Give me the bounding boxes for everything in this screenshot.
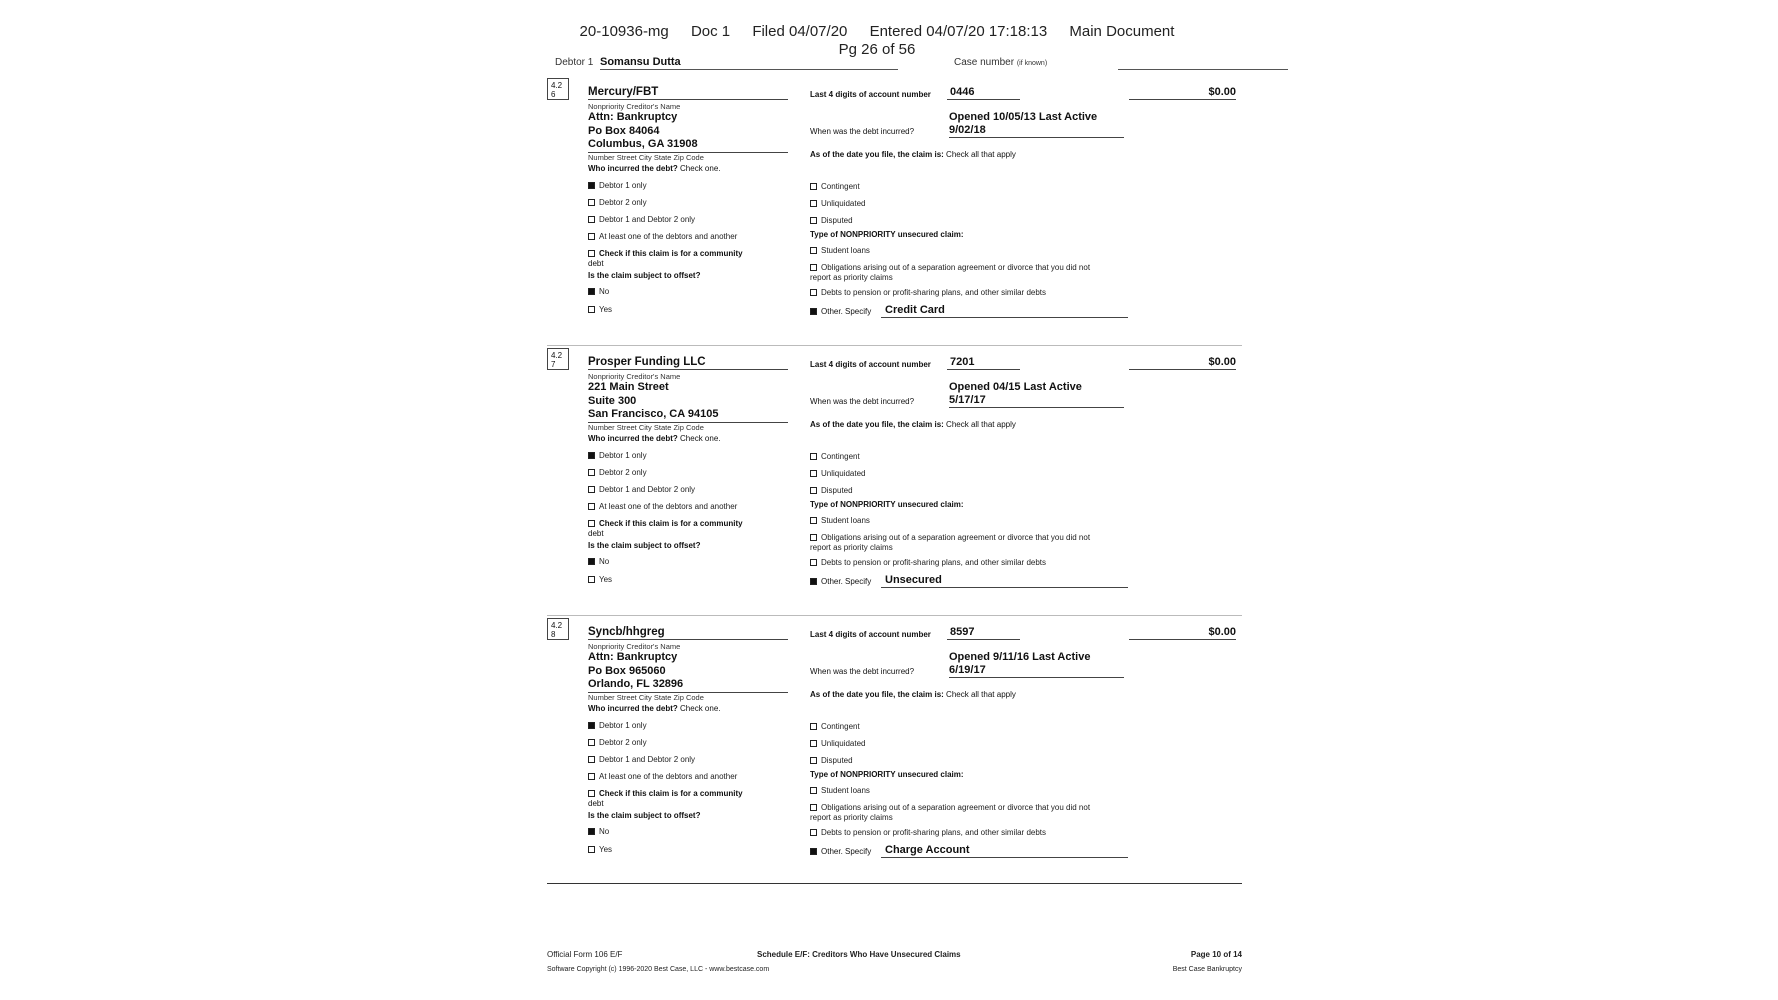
empty-box-icon <box>810 757 817 764</box>
empty-box-icon <box>588 520 595 527</box>
other-specify-value: Credit Card <box>881 304 1128 318</box>
offset-question: Is the claim subject to offset? <box>588 271 701 280</box>
who-incurred <box>588 164 720 173</box>
claim-number-minor: 8 <box>551 630 556 639</box>
check-all-text: Check all that apply <box>946 420 1016 429</box>
claim-type-label: Type of NONPRIORITY unsecured claim: <box>810 230 964 239</box>
as-of-label <box>810 150 1016 159</box>
checkbox-label: At least one of the debtors and another <box>599 772 738 781</box>
checkbox-label: Student loans <box>821 246 870 255</box>
claim-type-label: Type of NONPRIORITY unsecured claim: <box>810 500 964 509</box>
checkbox-label: Debtor 2 only <box>599 198 647 207</box>
address-line: Columbus, GA 31908 <box>588 138 788 153</box>
creditor-address <box>588 651 788 693</box>
checked-box-icon <box>588 452 595 459</box>
address-label: Number Street City State Zip Code <box>588 693 704 702</box>
checkbox-label: No <box>599 557 610 566</box>
who-incurred-text: Who incurred the debt? <box>588 434 678 443</box>
checkbox-label: Contingent <box>821 182 860 191</box>
checkbox-pension[interactable] <box>810 288 1046 297</box>
creditor-address <box>588 381 788 423</box>
claim-number-minor: 7 <box>551 360 556 369</box>
checkbox-label: Obligations arising out of a separation agreement or divorce that you did not <box>821 803 1091 812</box>
court-header <box>507 24 1247 39</box>
address-line: Orlando, FL 32896 <box>588 678 788 693</box>
account-number: 0446 <box>947 86 1020 100</box>
empty-box-icon <box>810 517 817 524</box>
checkbox-label: No <box>599 827 610 836</box>
checkbox-unliquidated[interactable] <box>810 739 865 748</box>
checkbox-label-cont: report as priority claims <box>810 813 893 822</box>
creditor-name-label: Nonpriority Creditor's Name <box>588 372 681 381</box>
claim-separator <box>547 345 1242 346</box>
checkbox-label: Debtor 1 and Debtor 2 only <box>599 485 696 494</box>
checkbox-community-debt[interactable] <box>588 249 788 269</box>
empty-box-icon <box>588 503 595 510</box>
address-line: Attn: Bankruptcy <box>588 651 678 663</box>
page-number: Page 10 of 14 <box>1190 950 1242 959</box>
last-active-date: 9/02/18 <box>949 124 986 136</box>
opened-dates <box>949 111 1124 138</box>
checkbox-disputed[interactable] <box>810 756 853 765</box>
empty-box-icon <box>588 739 595 746</box>
checkbox-obligations[interactable] <box>810 803 1130 823</box>
as-of-text: As of the date you file, the claim is: <box>810 420 944 429</box>
claim-number <box>547 618 569 640</box>
empty-box-icon <box>810 453 817 460</box>
document-page <box>507 12 1247 997</box>
checkbox-other[interactable] <box>810 307 871 316</box>
when-incurred-label: When was the debt incurred? <box>810 397 915 406</box>
claim-separator <box>547 615 1242 616</box>
when-incurred-label: When was the debt incurred? <box>810 667 915 676</box>
check-one: Check one. <box>680 164 721 173</box>
who-incurred <box>588 704 720 713</box>
claim-amount: $0.00 <box>1129 356 1236 370</box>
checkbox-student-loans[interactable] <box>810 246 870 255</box>
case-number-label <box>954 57 1047 68</box>
checkbox-student-loans[interactable] <box>810 516 870 525</box>
last-active-date: 6/19/17 <box>949 664 986 676</box>
case-hint: (if known) <box>1016 60 1048 67</box>
claim-separator <box>547 883 1242 884</box>
empty-box-icon <box>588 199 595 206</box>
checkbox-pension[interactable] <box>810 558 1046 567</box>
checkbox-disputed[interactable] <box>810 486 853 495</box>
empty-box-icon <box>810 183 817 190</box>
debtor-label: Debtor 1 <box>555 57 594 68</box>
checkbox-offset-no[interactable] <box>588 557 609 566</box>
checkbox-debtor1-only[interactable] <box>588 181 647 190</box>
opened-dates <box>949 381 1124 408</box>
checked-box-icon <box>588 182 595 189</box>
checkbox-offset-no[interactable] <box>588 287 609 296</box>
empty-box-icon <box>588 469 595 476</box>
checkbox-label-cont: debt <box>588 529 604 538</box>
checkbox-label: Check if this claim is for a community <box>599 249 743 258</box>
last-active-date: 5/17/17 <box>949 394 986 406</box>
checkbox-label: Disputed <box>821 756 853 765</box>
case-label-text: Case number <box>954 57 1015 68</box>
checked-box-icon <box>588 288 595 295</box>
opened-line: Opened 10/05/13 Last Active <box>949 111 1098 123</box>
empty-box-icon <box>588 306 595 313</box>
empty-box-icon <box>810 787 817 794</box>
checkbox-label: Debtor 2 only <box>599 738 647 747</box>
address-line: Po Box 965060 <box>588 664 666 677</box>
checkbox-contingent[interactable] <box>810 452 860 461</box>
debtor-name: Somansu Dutta <box>600 56 898 70</box>
claim-number <box>547 348 569 370</box>
checkbox-label: Student loans <box>821 786 870 795</box>
empty-box-icon <box>588 790 595 797</box>
claim-number <box>547 78 569 100</box>
creditor-name-label: Nonpriority Creditor's Name <box>588 102 681 111</box>
creditor-name: Prosper Funding LLC <box>588 356 788 370</box>
checkbox-unliquidated[interactable] <box>810 469 865 478</box>
address-line: Attn: Bankruptcy <box>588 111 678 123</box>
checkbox-contingent[interactable] <box>810 182 860 191</box>
checkbox-debtor1-and-2[interactable] <box>588 215 695 224</box>
empty-box-icon <box>810 470 817 477</box>
opened-line: Opened 9/11/16 Last Active <box>949 651 1091 663</box>
checkbox-label: Check if this claim is for a community <box>599 789 743 798</box>
copyright: Software Copyright (c) 1996-2020 Best Case, LLC - www.bestcase.com <box>547 966 770 973</box>
checkbox-label: At least one of the debtors and another <box>599 232 738 241</box>
checked-box-icon <box>810 848 817 855</box>
empty-box-icon <box>810 200 817 207</box>
opened-dates <box>949 651 1124 678</box>
checkbox-at-least-one[interactable] <box>588 502 737 511</box>
checkbox-offset-no[interactable] <box>588 827 609 836</box>
empty-box-icon <box>588 846 595 853</box>
checked-box-icon <box>588 828 595 835</box>
checkbox-label-cont: report as priority claims <box>810 273 893 282</box>
checkbox-label: Debtor 1 only <box>599 181 647 190</box>
claim-number-major: 4.2 <box>551 351 563 360</box>
check-all-text: Check all that apply <box>946 150 1016 159</box>
checkbox-label: Check if this claim is for a community <box>599 519 743 528</box>
empty-box-icon <box>588 756 595 763</box>
as-of-text: As of the date you file, the claim is: <box>810 150 944 159</box>
check-all-text: Check all that apply <box>946 690 1016 699</box>
who-incurred <box>588 434 720 443</box>
address-line: San Francisco, CA 94105 <box>588 408 788 423</box>
checkbox-pension[interactable] <box>810 828 1046 837</box>
checkbox-label: Debtor 1 only <box>599 451 647 460</box>
checked-box-icon <box>810 308 817 315</box>
check-one: Check one. <box>680 704 721 713</box>
address-line: 221 Main Street <box>588 381 669 393</box>
checkbox-label: Disputed <box>821 216 853 225</box>
checkbox-label: Yes <box>599 305 613 314</box>
other-specify-value: Charge Account <box>881 844 1128 858</box>
offset-question: Is the claim subject to offset? <box>588 811 701 820</box>
claim-type-label: Type of NONPRIORITY unsecured claim: <box>810 770 964 779</box>
main-document: Main Document <box>1069 23 1175 40</box>
opened-line: Opened 04/15 Last Active <box>949 381 1082 393</box>
claim-entry <box>547 618 1242 883</box>
checkbox-label: Obligations arising out of a separation agreement or divorce that you did not <box>821 263 1091 272</box>
checkbox-other[interactable] <box>810 577 871 586</box>
checkbox-label: Debts to pension or profit-sharing plans, and other similar debts <box>821 828 1047 837</box>
check-one: Check one. <box>680 434 721 443</box>
account-number-label: Last 4 digits of account number <box>810 90 931 99</box>
as-of-label <box>810 420 1016 429</box>
checked-box-icon <box>810 578 817 585</box>
creditor-name: Syncb/hhgreg <box>588 626 788 640</box>
checkbox-label: Obligations arising out of a separation agreement or divorce that you did not <box>821 533 1091 542</box>
case-number-header: 20-10936-mg <box>579 23 669 40</box>
checkbox-debtor1-and-2[interactable] <box>588 485 695 494</box>
checkbox-debtor1-and-2[interactable] <box>588 755 695 764</box>
checkbox-student-loans[interactable] <box>810 786 870 795</box>
empty-box-icon <box>810 723 817 730</box>
who-incurred-text: Who incurred the debt? <box>588 704 678 713</box>
entered-date: Entered 04/07/20 17:18:13 <box>869 23 1048 40</box>
checkbox-label: Unliquidated <box>821 739 866 748</box>
checkbox-community-debt[interactable] <box>588 789 788 809</box>
schedule-title: Schedule E/F: Creditors Who Have Unsecured Claims <box>757 950 961 959</box>
account-number-label: Last 4 digits of account number <box>810 360 931 369</box>
filed-date: Filed 04/07/20 <box>752 23 848 40</box>
checkbox-label-cont: report as priority claims <box>810 543 893 552</box>
claim-amount: $0.00 <box>1129 626 1236 640</box>
offset-question: Is the claim subject to offset? <box>588 541 701 550</box>
checkbox-debtor2-only[interactable] <box>588 738 647 747</box>
checkbox-label: Debtor 1 only <box>599 721 647 730</box>
who-incurred-text: Who incurred the debt? <box>588 164 678 173</box>
checkbox-community-debt[interactable] <box>588 519 788 539</box>
case-number-line <box>1118 69 1288 70</box>
account-number-label: Last 4 digits of account number <box>810 630 931 639</box>
checkbox-label: Disputed <box>821 486 853 495</box>
empty-box-icon <box>810 740 817 747</box>
checkbox-obligations[interactable] <box>810 263 1130 283</box>
checkbox-contingent[interactable] <box>810 722 860 731</box>
checkbox-unliquidated[interactable] <box>810 199 865 208</box>
empty-box-icon <box>588 773 595 780</box>
checkbox-label: Debtor 1 and Debtor 2 only <box>599 755 696 764</box>
checkbox-label: Contingent <box>821 452 860 461</box>
checkbox-offset-yes[interactable] <box>588 845 612 854</box>
address-line: Po Box 84064 <box>588 124 660 137</box>
checkbox-debtor1-only[interactable] <box>588 451 647 460</box>
checkbox-label: Debtor 1 and Debtor 2 only <box>599 215 696 224</box>
claim-number-major: 4.2 <box>551 81 563 90</box>
checkbox-disputed[interactable] <box>810 216 853 225</box>
claim-number-major: 4.2 <box>551 621 563 630</box>
empty-box-icon <box>588 216 595 223</box>
checkbox-label: Other. Specify <box>821 847 872 856</box>
address-label: Number Street City State Zip Code <box>588 423 704 432</box>
checkbox-label-cont: debt <box>588 259 604 268</box>
form-number: Official Form 106 E/F <box>547 950 623 959</box>
creditor-name-label: Nonpriority Creditor's Name <box>588 642 681 651</box>
checkbox-label: At least one of the debtors and another <box>599 502 738 511</box>
claim-entry <box>547 78 1242 343</box>
account-number: 8597 <box>947 626 1020 640</box>
checkbox-debtor1-only[interactable] <box>588 721 647 730</box>
checkbox-offset-yes[interactable] <box>588 305 612 314</box>
address-label: Number Street City State Zip Code <box>588 153 704 162</box>
empty-box-icon <box>588 486 595 493</box>
checkbox-at-least-one[interactable] <box>588 232 737 241</box>
brand: Best Case Bankruptcy <box>1172 966 1242 973</box>
other-specify-value: Unsecured <box>881 574 1128 588</box>
empty-box-icon <box>810 247 817 254</box>
checkbox-label: Yes <box>599 575 613 584</box>
as-of-label <box>810 690 1016 699</box>
checkbox-label: Unliquidated <box>821 199 866 208</box>
checkbox-label: Student loans <box>821 516 870 525</box>
checkbox-label: Other. Specify <box>821 307 872 316</box>
empty-box-icon <box>810 487 817 494</box>
checkbox-other[interactable] <box>810 847 871 856</box>
page-count: Pg 26 of 56 <box>838 41 916 58</box>
checkbox-debtor2-only[interactable] <box>588 198 647 207</box>
empty-box-icon <box>810 559 817 566</box>
doc-number: Doc 1 <box>690 23 731 40</box>
checkbox-offset-yes[interactable] <box>588 575 612 584</box>
claim-entry <box>547 348 1242 613</box>
checkbox-label: Unliquidated <box>821 469 866 478</box>
claim-number-minor: 6 <box>551 90 556 99</box>
checkbox-label: No <box>599 287 610 296</box>
address-line: Suite 300 <box>588 394 637 407</box>
checked-box-icon <box>588 558 595 565</box>
checked-box-icon <box>588 722 595 729</box>
checkbox-debtor2-only[interactable] <box>588 468 647 477</box>
checkbox-label: Contingent <box>821 722 860 731</box>
checkbox-at-least-one[interactable] <box>588 772 737 781</box>
creditor-address <box>588 111 788 153</box>
claim-amount: $0.00 <box>1129 86 1236 100</box>
checkbox-label: Debts to pension or profit-sharing plans, and other similar debts <box>821 288 1047 297</box>
when-incurred-label: When was the debt incurred? <box>810 127 915 136</box>
checkbox-label: Other. Specify <box>821 577 872 586</box>
empty-box-icon <box>810 289 817 296</box>
empty-box-icon <box>810 534 817 541</box>
account-number: 7201 <box>947 356 1020 370</box>
empty-box-icon <box>810 829 817 836</box>
as-of-text: As of the date you file, the claim is: <box>810 690 944 699</box>
checkbox-label: Debtor 2 only <box>599 468 647 477</box>
empty-box-icon <box>588 250 595 257</box>
empty-box-icon <box>810 217 817 224</box>
checkbox-label: Debts to pension or profit-sharing plans, and other similar debts <box>821 558 1047 567</box>
checkbox-label: Yes <box>599 845 613 854</box>
empty-box-icon <box>810 804 817 811</box>
checkbox-label-cont: debt <box>588 799 604 808</box>
creditor-name: Mercury/FBT <box>588 86 788 100</box>
checkbox-obligations[interactable] <box>810 533 1130 553</box>
empty-box-icon <box>588 233 595 240</box>
empty-box-icon <box>588 576 595 583</box>
empty-box-icon <box>810 264 817 271</box>
